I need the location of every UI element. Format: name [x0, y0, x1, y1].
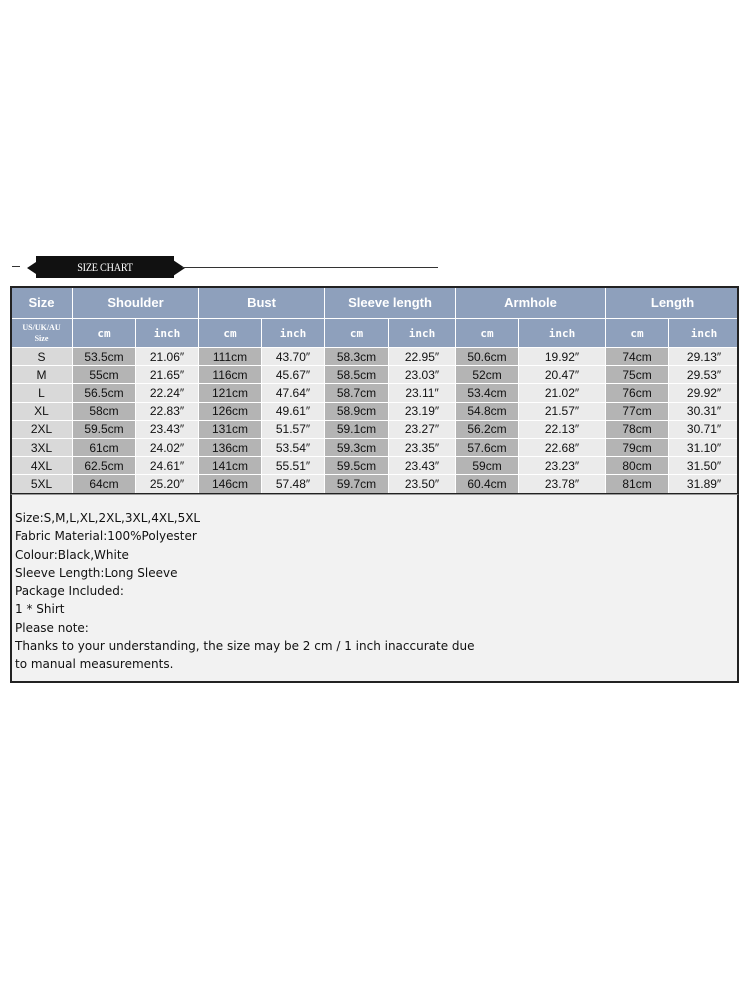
product-notes: [10, 494, 739, 683]
table-cell: 146cm: [199, 475, 262, 493]
header-row: [11, 287, 740, 319]
table-cell: 23.50″: [389, 475, 456, 493]
table-cell: 21.57″: [519, 402, 606, 420]
table-cell: 29.13″: [669, 348, 740, 366]
table-cell: 56.5cm: [73, 384, 136, 402]
region-label: US/UK/AU: [22, 323, 61, 332]
table-cell: 75cm: [606, 366, 669, 384]
note-sizes: Size:S,M,L,XL,2XL,3XL,4XL,5XL: [15, 511, 201, 525]
group-header: Sleeve length: [325, 287, 456, 319]
table-cell: 59.7cm: [325, 475, 389, 493]
table-row: [11, 420, 740, 438]
table-cell: 23.78″: [519, 475, 606, 493]
table-cell: 23.03″: [389, 366, 456, 384]
table-cell: 30.71″: [669, 420, 740, 438]
table-cell: 21.65″: [136, 366, 199, 384]
table-cell: 60.4cm: [456, 475, 519, 493]
size-cell: M: [11, 366, 73, 384]
size-cell: 3XL: [11, 438, 73, 456]
table-cell: 50.6cm: [456, 348, 519, 366]
table-cell: 21.02″: [519, 384, 606, 402]
table-cell: 76cm: [606, 384, 669, 402]
table-cell: 55.51″: [262, 457, 325, 475]
size-header: Size: [11, 287, 73, 319]
table-row: [11, 402, 740, 420]
table-cell: 126cm: [199, 402, 262, 420]
table-cell: 53.5cm: [73, 348, 136, 366]
table-cell: 54.8cm: [456, 402, 519, 420]
table-cell: 22.83″: [136, 402, 199, 420]
size-cell: L: [11, 384, 73, 402]
unit-header: inch: [519, 319, 606, 348]
table-cell: 81cm: [606, 475, 669, 493]
note-accuracy-1: Thanks to your understanding, the size may be 2 cm / 1 inch inaccurate due: [15, 639, 475, 654]
unit-header: inch: [669, 319, 740, 348]
table-cell: 77cm: [606, 402, 669, 420]
table-cell: 58.9cm: [325, 402, 389, 420]
size-cell: 2XL: [11, 420, 73, 438]
table-cell: 31.50″: [669, 457, 740, 475]
table-cell: 22.68″: [519, 438, 606, 456]
table-cell: 59.1cm: [325, 420, 389, 438]
table-cell: 59.5cm: [325, 457, 389, 475]
note-colour: Colour:Black,White: [15, 547, 129, 562]
table-cell: 23.43″: [136, 420, 199, 438]
table-cell: 30.31″: [669, 402, 740, 420]
table-cell: 111cm: [199, 348, 262, 366]
table-cell: 61cm: [73, 438, 136, 456]
table-cell: 59.5cm: [73, 420, 136, 438]
size-cell: S: [11, 348, 73, 366]
banner-rule: [182, 267, 438, 268]
table-cell: 24.02″: [136, 438, 199, 456]
note-accuracy-2: to manual measurements.: [15, 657, 174, 672]
table-cell: 19.92″: [519, 348, 606, 366]
table-cell: 20.47″: [519, 366, 606, 384]
table-row: [11, 438, 740, 456]
table-cell: 141cm: [199, 457, 262, 475]
group-header: Length: [606, 287, 740, 319]
table-cell: 47.64″: [262, 384, 325, 402]
table-cell: 57.48″: [262, 475, 325, 493]
note-package-item: 1 * Shirt: [15, 602, 65, 617]
table-cell: 57.6cm: [456, 438, 519, 456]
size-chart-table: [10, 287, 740, 494]
table-cell: 116cm: [199, 366, 262, 384]
region-size-label: Size: [34, 334, 49, 343]
note-please-note: Please note:: [15, 620, 89, 635]
unit-row: [11, 319, 740, 348]
table-cell: 58.3cm: [325, 348, 389, 366]
size-chart-banner: [10, 254, 430, 282]
table-cell: 22.13″: [519, 420, 606, 438]
table-cell: 80cm: [606, 457, 669, 475]
table-cell: 23.23″: [519, 457, 606, 475]
unit-header: inch: [262, 319, 325, 348]
banner-title: SIZE CHART: [77, 260, 133, 274]
table-cell: 53.54″: [262, 438, 325, 456]
table-cell: 25.20″: [136, 475, 199, 493]
size-cell: XL: [11, 402, 73, 420]
table-row: [11, 366, 740, 384]
group-header: Bust: [199, 287, 325, 319]
table-row: [11, 457, 740, 475]
table-cell: 23.27″: [389, 420, 456, 438]
table-cell: 23.35″: [389, 438, 456, 456]
table-cell: 58.7cm: [325, 384, 389, 402]
table-cell: 59cm: [456, 457, 519, 475]
size-cell: 5XL: [11, 475, 73, 493]
table-row: [11, 348, 740, 366]
table-cell: 136cm: [199, 438, 262, 456]
table-cell: 55cm: [73, 366, 136, 384]
table-cell: 45.67″: [262, 366, 325, 384]
size-cell: 4XL: [11, 457, 73, 475]
table-cell: 52cm: [456, 366, 519, 384]
group-header: Shoulder: [73, 287, 199, 319]
unit-header: cm: [456, 319, 519, 348]
ribbon-tail-right: [173, 260, 185, 276]
note-package-heading: Package Included:: [15, 584, 124, 599]
group-header: Armhole: [456, 287, 606, 319]
table-cell: 22.24″: [136, 384, 199, 402]
table-cell: 23.11″: [389, 384, 456, 402]
table-cell: 64cm: [73, 475, 136, 493]
table-cell: 23.19″: [389, 402, 456, 420]
table-cell: 49.61″: [262, 402, 325, 420]
table-cell: 56.2cm: [456, 420, 519, 438]
note-fabric: Fabric Material:100%Polyester: [15, 529, 197, 544]
banner-dash: [12, 266, 20, 267]
table-cell: 29.53″: [669, 366, 740, 384]
table-cell: 59.3cm: [325, 438, 389, 456]
table-cell: 121cm: [199, 384, 262, 402]
unit-header: cm: [606, 319, 669, 348]
unit-header: cm: [73, 319, 136, 348]
table-cell: 31.89″: [669, 475, 740, 493]
unit-header: cm: [325, 319, 389, 348]
table-cell: 62.5cm: [73, 457, 136, 475]
table-cell: 43.70″: [262, 348, 325, 366]
table-cell: 29.92″: [669, 384, 740, 402]
unit-header: inch: [136, 319, 199, 348]
note-sleeve: Sleeve Length:Long Sleeve: [15, 565, 178, 580]
table-cell: 23.43″: [389, 457, 456, 475]
table-cell: 22.95″: [389, 348, 456, 366]
table-cell: 78cm: [606, 420, 669, 438]
table-cell: 53.4cm: [456, 384, 519, 402]
table-cell: 21.06″: [136, 348, 199, 366]
table-cell: 58.5cm: [325, 366, 389, 384]
table-cell: 131cm: [199, 420, 262, 438]
table-cell: 79cm: [606, 438, 669, 456]
unit-header: cm: [199, 319, 262, 348]
table-cell: 51.57″: [262, 420, 325, 438]
table-cell: 58cm: [73, 402, 136, 420]
unit-header: inch: [389, 319, 456, 348]
table-row: [11, 384, 740, 402]
table-cell: 31.10″: [669, 438, 740, 456]
table-cell: 74cm: [606, 348, 669, 366]
region-size-header: [11, 319, 73, 348]
table-cell: 24.61″: [136, 457, 199, 475]
table-row: [11, 475, 740, 493]
